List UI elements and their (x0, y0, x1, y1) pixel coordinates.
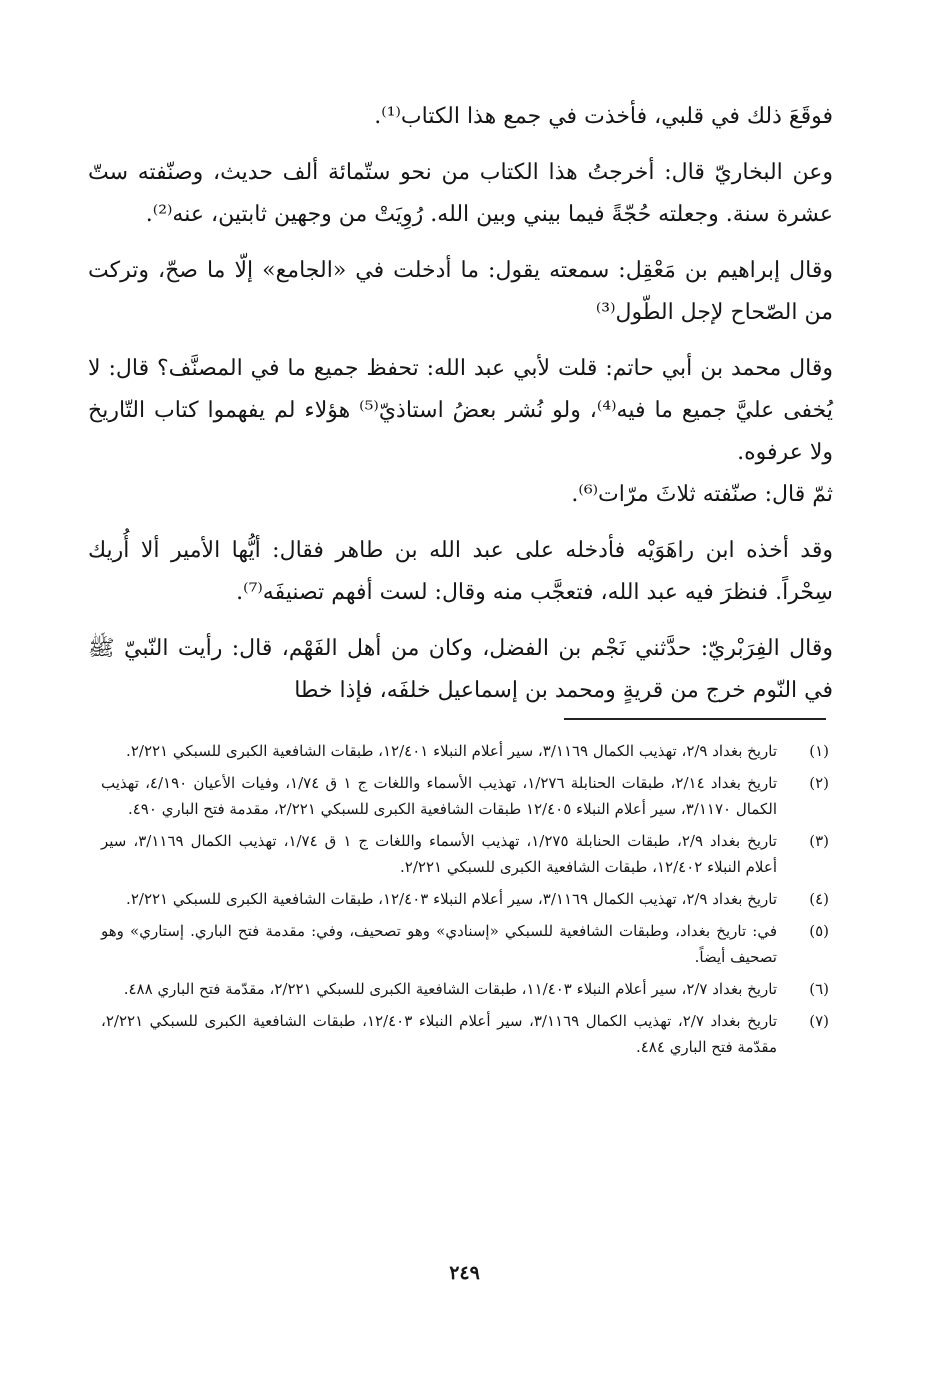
footnote-number: (٧) (809, 1012, 829, 1030)
footnote-text: تاريخ بغداد ٢/٩، تهذيب الكمال ٣/١١٦٩، سير أعلام النبلاء ١٢/٤٠٣، طبقات الشافعية الكبرى للسبكي ٢/٢٢١. (126, 890, 777, 908)
footnote-number: (١) (809, 742, 829, 760)
footnote-text: تاريخ بغداد ٢/٩، طبقات الحنابلة ١/٢٧٥، تهذيب الأسماء واللغات ج ١ ق ١/٧٤، تهذيب الكمال ٣/١١٦٩، سير أعلام النبلاء ١٢/٤٠٢، طبقات الشافعية الكبرى للسبكي ٢/٢٢١. (101, 832, 777, 876)
page-number: ٢٤٩ (449, 1262, 480, 1284)
footnote-separator (564, 718, 826, 720)
footnote (101, 976, 829, 1002)
footnote (101, 886, 829, 912)
paragraph-4: وقال محمد بن أبي حاتم: قلت لأبي عبد الله: تحفظ جميع ما في المصنَّف؟ قال: لا يُخفى عليَّ جميع ما فيه⁽⁴⁾، ولو نُشر بعضُ استاذيّ⁽⁵⁾ هؤلاء لم يفهموا كتاب التّاريخ ولا عرفوه. (88, 356, 833, 465)
paragraph-2: وعن البخاريّ قال: أخرجتُ هذا الكتاب من نحو ستّمائة ألف حديث، وصنّفته ستّ عشرة سنة. وجعلته حُجّةً فيما بيني وبين الله. رُوِيَتْ من وجهين ثابتين، عنه⁽²⁾. (88, 160, 833, 227)
footnote-number: (٦) (809, 980, 829, 998)
footnote-text: تاريخ بغداد ٢/٧، تهذيب الكمال ٣/١١٦٩، سير أعلام النبلاء ١٢/٤٠٣، طبقات الشافعية الكبرى للسبكي ٢/٢٢١، مقدّمة فتح الباري ٤٨٤. (101, 1012, 777, 1056)
footnote (101, 738, 829, 764)
paragraph-3: وقال إبراهيم بن مَعْقِل: سمعته يقول: ما أدخلت في «الجامع» إلّا ما صحّ، وتركت من الصّحاح لإجل الطّول⁽³⁾ (88, 258, 833, 325)
footnote (101, 918, 829, 970)
footnote (101, 770, 829, 822)
footnote-text: تاريخ بغداد ٢/٧، سير أعلام النبلاء ١١/٤٠٣، طبقات الشافعية الكبرى للسبكي ٢/٢٢١، مقدّمة فتح الباري ٤٨٨. (123, 980, 777, 998)
footnote (101, 1008, 829, 1060)
footnote (101, 828, 829, 880)
footnote-number: (٢) (809, 774, 829, 792)
paragraph-5: ثمّ قال: صنّفته ثلاثَ مرّات⁽⁶⁾. (571, 482, 833, 507)
paragraph-1: فوقَعَ ذلك في قلبي، فأخذت في جمع هذا الكتاب⁽¹⁾. (374, 104, 833, 129)
footnote-number: (٣) (809, 832, 829, 850)
footnotes (101, 738, 829, 1066)
main-text (88, 96, 833, 726)
footnote-text: في: تاريخ بغداد، وطبقات الشافعية للسبكي «إسنادي» وهو تصحيف، وفي: مقدمة فتح الباري. إستاري» وهو تصحيف أيضاً. (101, 922, 777, 966)
paragraph-7: وقال الفِرَبْريّ: حدَّثني نَجْم بن الفضل، وكان من أهل الفَهْم، قال: رأيت النّبيّ ﷺ في النّوم خرج من قريةٍ ومحمد بن إسماعيل خلفَه، فإذا خطا (88, 636, 833, 703)
paragraph-6: وقد أخذه ابن راهَوَيْه فأدخله على عبد الله بن طاهر فقال: أيُّها الأمير ألا أُريك سِحْراً. فنظرَ فيه عبد الله، فتعجَّب منه وقال: لست أفهم تصنيفَه⁽⁷⁾. (88, 538, 833, 605)
footnote-number: (٤) (809, 890, 829, 908)
footnote-text: تاريخ بغداد ٢/١٤، طبقات الحنابلة ١/٢٧٦، تهذيب الأسماء واللغات ج ١ ق ١/٧٤، وفيات الأعيان ٤/١٩٠، تهذيب الكمال ٣/١١٧٠، سير أعلام النبلاء ١٢/٤٠٥ طبقات الشافعية الكبرى للسبكي ٢/٢٢١، مقدمة فتح الباري ٤٩٠. (101, 774, 778, 818)
footnote-text: تاريخ بغداد ٢/٩، تهذيب الكمال ٣/١١٦٩، سير أعلام النبلاء ١٢/٤٠١، طبقات الشافعية الكبرى للسبكي ٢/٢٢١. (126, 742, 777, 760)
footnote-number: (٥) (809, 922, 829, 940)
